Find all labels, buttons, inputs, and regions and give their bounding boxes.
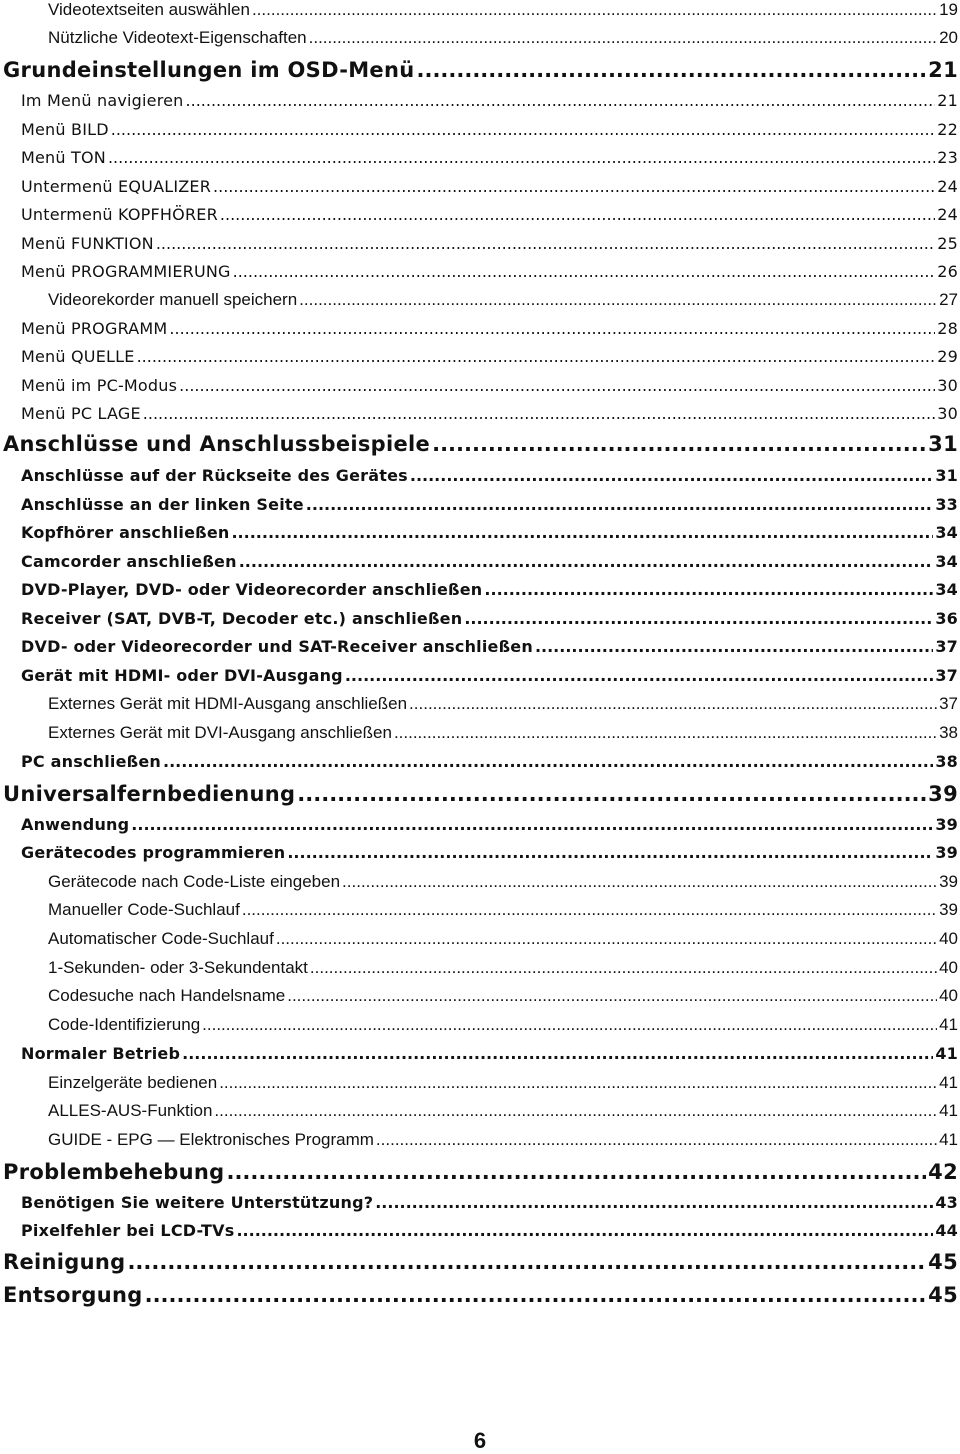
toc-entry-page: 19 [939,0,958,19]
toc-entry [48,929,958,949]
toc-entry-page: 26 [937,262,958,281]
toc-leader-dots [410,466,933,485]
toc-entry [21,666,958,685]
toc-entry [21,148,958,167]
toc-entry-title: Receiver (SAT, DVB-T, Decoder etc.) anschließen [21,609,463,628]
toc-entry [48,1101,958,1121]
toc-entry-title: Kopfhörer anschließen [21,523,230,542]
toc-entry-page: 41 [935,1044,958,1063]
toc-entry-page: 38 [935,752,958,771]
toc-entry [48,1130,958,1150]
toc-entry-title: Universalfernbedienung [3,782,296,806]
toc-entry-page: 38 [939,723,958,742]
toc-leader-dots [276,929,937,949]
toc-leader-dots [252,0,937,20]
toc-entry-page: 39 [939,900,958,919]
toc-entry-page: 24 [937,205,958,224]
toc-entry [21,580,958,599]
toc-entry [48,290,958,310]
toc-entry-title: DVD-Player, DVD- oder Videorecorder anschließen [21,580,483,599]
toc-entry-page: 27 [939,290,958,309]
toc-leader-dots [186,91,936,110]
toc-entry-title: Gerätecodes programmieren [21,843,286,862]
toc-leader-dots [137,347,936,366]
toc-leader-dots [342,872,937,892]
toc-entry [48,958,958,978]
toc-entry-title: DVD- oder Videorecorder und SAT-Receiver anschließen [21,637,533,656]
toc-entry-page: 20 [939,28,958,47]
toc-leader-dots [394,723,937,743]
toc-entry-title: Menü PC LAGE [21,404,141,423]
toc-entry-page: 34 [935,523,958,542]
toc-entry-title: Entsorgung [3,1283,143,1307]
toc-entry-title: Menü BILD [21,120,109,139]
toc-leader-dots [169,319,935,338]
toc-leader-dots [535,637,933,656]
toc-entry [3,782,958,806]
toc-leader-dots [131,815,933,834]
toc-entry-page: 45 [928,1283,958,1307]
toc-entry [48,986,958,1006]
toc-leader-dots [143,404,935,423]
toc-leader-dots [145,1283,927,1307]
toc-entry-page: 33 [935,495,958,514]
toc-leader-dots [108,148,935,167]
toc-leader-dots [156,234,935,253]
toc-entry-title: Gerät mit HDMI- oder DVI-Ausgang [21,666,343,685]
toc-entry [21,637,958,656]
toc-entry-page: 40 [939,929,958,948]
toc-leader-dots [287,986,937,1006]
toc-leader-dots [287,843,933,862]
toc-entry-page: 30 [937,376,958,395]
toc-entry [48,0,958,20]
toc-entry [3,58,958,82]
toc-leader-dots [345,666,933,685]
toc-entry-page: 45 [928,1250,958,1274]
toc-entry-page: 42 [928,1160,958,1184]
toc-entry-title: Im Menü navigieren [21,91,184,110]
toc-entry-title: Menü PROGRAMM [21,319,168,338]
toc-leader-dots [202,1015,937,1035]
toc-entry-title: Menü im PC-Modus [21,376,178,395]
toc-entry-title: Nützliche Videotext-Eigenschaften [48,28,307,47]
toc-leader-dots [226,1160,926,1184]
toc-entry-title: Anschlüsse auf der Rückseite des Gerätes [21,466,408,485]
toc-entry-page: 39 [939,872,958,891]
toc-entry-page: 23 [937,148,958,167]
toc-entry [48,723,958,743]
toc-entry-page: 41 [939,1015,958,1034]
toc-entry [48,28,958,48]
toc-entry-page: 28 [937,319,958,338]
toc-entry-title: Anwendung [21,815,130,834]
toc-entry-page: 37 [935,666,958,685]
toc-entry-title: Einzelgeräte bedienen [48,1073,218,1092]
toc-entry-title: Problembehebung [3,1160,225,1184]
toc-entry-page: 30 [937,404,958,423]
toc-entry-title: Anschlüsse an der linken Seite [21,495,304,514]
toc-entry-page: 39 [935,843,958,862]
toc-entry [48,1015,958,1035]
toc-leader-dots [376,1130,937,1150]
toc-entry-title: Camcorder anschließen [21,552,237,571]
toc-entry-page: 40 [939,986,958,1005]
toc-entry [21,523,958,542]
page-number: 6 [473,1428,487,1453]
toc-entry [21,319,958,338]
toc-entry-title: Reinigung [3,1250,126,1274]
toc-leader-dots [310,958,937,978]
toc-leader-dots [239,552,934,571]
toc-leader-dots [484,580,933,599]
toc-entry-title: GUIDE - EPG — Elektronisches Programm [48,1130,374,1149]
toc-entry-page: 29 [937,347,958,366]
toc-entry [3,1250,958,1274]
toc-entry-title: Externes Gerät mit HDMI-Ausgang anschließen [48,694,408,713]
toc-leader-dots [464,609,933,628]
toc-leader-dots [375,1193,933,1212]
toc-entry [21,234,958,253]
toc-leader-dots [309,28,937,48]
toc-entry-title: Externes Gerät mit DVI-Ausgang anschließen [48,723,392,742]
toc-entry [21,120,958,139]
toc-leader-dots [233,262,936,281]
toc-leader-dots [306,495,934,514]
toc-entry [21,177,958,196]
toc-leader-dots [182,1044,933,1063]
toc-entry [21,843,958,862]
toc-entry-title: Benötigen Sie weitere Unterstützung? [21,1193,374,1212]
toc-entry [21,376,958,395]
toc-entry-title: Menü QUELLE [21,347,135,366]
toc-leader-dots [236,1221,933,1240]
toc-leader-dots [299,290,937,310]
toc-entry [48,1073,958,1093]
toc-leader-dots [297,782,926,806]
toc-entry-title: Automatischer Code-Suchlauf [48,929,274,948]
toc-entry-page: 34 [935,580,958,599]
toc-entry [21,552,958,571]
toc-entry-title: PC anschließen [21,752,161,771]
toc-entry-page: 31 [935,466,958,485]
toc-entry-page: 37 [939,694,958,713]
toc-entry [21,262,958,281]
toc-entry [48,900,958,920]
toc-entry-page: 41 [939,1073,958,1092]
toc-entry-title: Normaler Betrieb [21,1044,181,1063]
toc-entry-title: Gerätecode nach Code-Liste eingeben [48,872,341,891]
toc-entry-title: 1-Sekunden- oder 3-Sekundentakt [48,958,308,977]
toc-entry-page: 36 [935,609,958,628]
toc-leader-dots [213,177,935,196]
toc-entry [21,205,958,224]
toc-entry-page: 21 [928,58,958,82]
toc-entry-page: 40 [939,958,958,977]
toc-entry [21,495,958,514]
toc-entry-title: Codesuche nach Handelsname [48,986,286,1005]
toc-entry-title: Menü PROGRAMMIERUNG [21,262,231,281]
toc-entry-page: 39 [928,782,958,806]
toc-leader-dots [163,752,933,771]
toc-entry-title: Untermenü EQUALIZER [21,177,212,196]
toc-entry [3,1160,958,1184]
toc-entry [3,1283,958,1307]
toc-leader-dots [219,1073,937,1093]
toc-entry-title: Manueller Code-Suchlauf [48,900,240,919]
toc-entry-title: Untermenü KOPFHÖRER [21,205,218,224]
toc-entry [3,432,958,456]
toc-entry-page: 21 [937,91,958,110]
toc-entry [21,91,958,110]
toc-entry-page: 24 [937,177,958,196]
toc-leader-dots [242,900,937,920]
toc-leader-dots [231,523,933,542]
toc-entry-title: ALLES-AUS-Funktion [48,1101,213,1120]
toc-entry [21,1221,958,1240]
toc-entry-page: 37 [935,637,958,656]
toc-leader-dots [127,1250,926,1274]
toc-leader-dots [432,432,926,456]
toc-entry [21,609,958,628]
toc-leader-dots [111,120,935,139]
toc-entry-title: Videotextseiten auswählen [48,0,250,19]
toc-entry-page: 22 [937,120,958,139]
toc-entry [21,347,958,366]
toc-leader-dots [409,694,937,714]
toc-entry-page: 31 [928,432,958,456]
toc-entry-page: 39 [935,815,958,834]
toc-leader-dots [179,376,935,395]
toc-leader-dots [220,205,935,224]
toc-entry [21,815,958,834]
toc-entry-page: 25 [937,234,958,253]
toc-entry [48,872,958,892]
toc-entry-title: Anschlüsse und Anschlussbeispiele [3,432,431,456]
toc-entry-page: 41 [939,1101,958,1120]
toc-entry [21,466,958,485]
toc-entry-title: Menü FUNKTION [21,234,154,253]
toc-entry [21,404,958,423]
toc-entry-title: Menü TON [21,148,106,167]
toc-entry-page: 34 [935,552,958,571]
toc-entry-page: 41 [939,1130,958,1149]
toc-entry [21,1193,958,1212]
toc-entry-title: Grundeinstellungen im OSD-Menü [3,58,415,82]
toc-entry-title: Code-Identifizierung [48,1015,201,1034]
toc-leader-dots [416,58,926,82]
toc-entry-title: Pixelfehler bei LCD-TVs [21,1221,235,1240]
toc-leader-dots [214,1101,937,1121]
toc-entry-page: 43 [935,1193,958,1212]
toc-entry-page: 44 [935,1221,958,1240]
toc-entry [21,1044,958,1063]
toc-entry [21,752,958,771]
toc-entry-title: Videorekorder manuell speichern [48,290,298,309]
toc-entry [48,694,958,714]
